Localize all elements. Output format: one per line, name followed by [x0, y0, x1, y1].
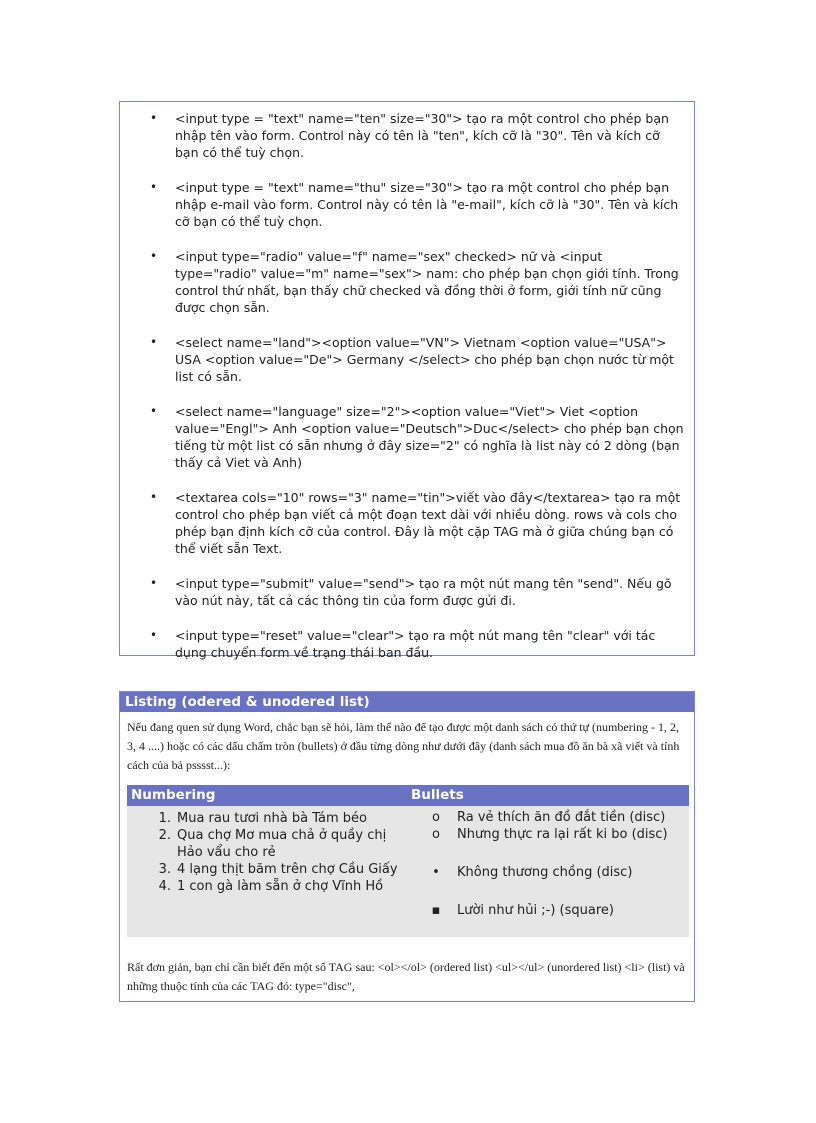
list-item-text: <input type = "text" name="thu" size="30"> tạo ra một control cho phép bạn nhập e-mail vào form. Control này có tên là "e-mail", kích cỡ là "30". Tên và kích cỡ bạn có thể tuỳ chọn.	[175, 180, 679, 229]
ordered-list-item	[147, 878, 407, 895]
list-item	[150, 179, 684, 230]
listing-section	[119, 691, 695, 1002]
list-item-text: <input type="reset" value="clear"> tạo ra một nút mang tên "clear" với tác dụng chuyển form về trạng thái ban đầu.	[175, 628, 656, 660]
item-text: Nhưng thực ra lại rất ki bo (disc)	[457, 827, 668, 842]
item-text: Ra vẻ thích ăn đồ đắt tiền (disc)	[457, 810, 666, 825]
item-number: 1.	[158, 811, 171, 826]
list-item-text: <input type = "text" name="ten" size="30"> tạo ra một control cho phép bạn nhập tên vào form. Control này có tên là "ten", kích cỡ là "30". Tên và kích cỡ bạn có thể tuỳ chọn.	[175, 111, 669, 160]
list-item-text: <select name="land"><option value="VN"> Vietnam <option value="USA"> USA <option value="De"> Germany </select> cho phép bạn chọn nước từ một list có sẵn.	[175, 335, 674, 384]
list-item	[150, 489, 684, 557]
outro-paragraph: Rất đơn giản, bạn chỉ cần biết đến một số TAG sau: <ol></ol> (ordered list) <ul></ul> (unordered list) <li> (list) và những thuộc tính của các TAG đó: type="disc",	[127, 960, 685, 993]
bullet-icon: •	[150, 628, 158, 642]
unordered-list-item	[429, 864, 689, 881]
unordered-list-item	[429, 809, 689, 826]
ordered-list	[147, 810, 407, 895]
ordered-list-item	[147, 827, 407, 861]
item-text: 1 con gà làm sẵn ở chợ Vĩnh Hồ	[177, 879, 384, 894]
list-item	[150, 627, 684, 661]
item-text: Mua rau tươi nhà bà Tám béo	[177, 811, 367, 826]
list-item-text: <textarea cols="10" rows="3" name="tin">viết vào đây</textarea> tạo ra một control cho phép bạn viết cả một đoạn text dài với nhiều dòng. rows và cols cho phép bạn định kích cỡ của control. Đây là một cặp TAG mà ở giữa chúng bạn có thể viết sẵn Text.	[175, 490, 681, 556]
bullet-icon: •	[150, 490, 158, 504]
section-title: Listing (odered & unodered list)	[120, 692, 694, 712]
list-item	[150, 248, 684, 316]
form-controls-box	[119, 101, 695, 660]
item-text: Lười như hủi ;-) (square)	[457, 903, 614, 918]
unordered-list-item	[429, 902, 689, 919]
bullet-icon: •	[150, 111, 158, 125]
unordered-list	[429, 785, 689, 937]
item-number: 2.	[158, 828, 171, 843]
list-item	[150, 334, 684, 385]
intro-paragraph: Nếu đang quen sử dụng Word, chắc bạn sẽ hỏi, làm thế nào để tạo được một danh sách có thứ tự (numbering - 1, 2, 3, 4 ....) hoặc có các dấu chấm tròn (bullets) ở đầu từng dòng như dưới đây (danh sách mua đồ ăn bà xã viết và tính cách của bả psssst...):	[127, 720, 680, 772]
list-item-text: <select name="language" size="2"><option value="Viet"> Viet <option value="Engl"> Anh <option value="Deutsch">Duc</select> cho phép bạn chọn tiếng từ một list có sẵn nhưng ở đây size="2" có nghĩa là list này có 2 dòng (bạn thấy cả Viet và Anh)	[175, 404, 684, 470]
ordered-list-item	[147, 861, 407, 878]
item-number: 4.	[158, 879, 171, 894]
bullet-icon: •	[150, 249, 158, 263]
circle-bullet-icon: o	[432, 810, 440, 825]
list-item	[150, 110, 684, 161]
list-item	[150, 403, 684, 471]
bullet-icon: •	[150, 576, 158, 590]
bullets-column-header: Bullets	[411, 787, 464, 803]
item-text: 4 lạng thịt băm trên chợ Cầu Giấy	[177, 862, 398, 877]
item-text: Qua chợ Mơ mua chả ở quầy chị Hảo vẩu cho rẻ	[177, 828, 387, 860]
bullet-icon: •	[150, 335, 158, 349]
square-bullet-icon: ▪	[431, 903, 441, 918]
item-text: Không thương chồng (disc)	[457, 865, 633, 880]
list-item-text: <input type="radio" value="f" name="sex" checked> nữ và <input type="radio" value="m" name="sex"> nam: cho phép bạn chọn giới tính. Trong control thứ nhất, bạn thấy chữ checked và đồng thời ở form, giới tính nữ cũng được chọn sẵn.	[175, 249, 679, 315]
ordered-list-item	[147, 810, 407, 827]
list-item-text: <input type="submit" value="send"> tạo ra một nút mang tên "send". Nếu gõ vào nút này, tất cả các thông tin của form được gửi đi.	[175, 576, 672, 608]
bullet-icon: •	[150, 180, 158, 194]
example-table	[127, 785, 689, 937]
numbering-column-header: Numbering	[131, 787, 216, 803]
unordered-list-item	[429, 826, 689, 843]
list-item	[150, 575, 684, 609]
form-controls-list	[150, 110, 684, 679]
bullet-icon: •	[150, 404, 158, 418]
circle-bullet-icon: o	[432, 827, 440, 842]
item-number: 3.	[158, 862, 171, 877]
disc-bullet-icon: •	[432, 865, 440, 880]
